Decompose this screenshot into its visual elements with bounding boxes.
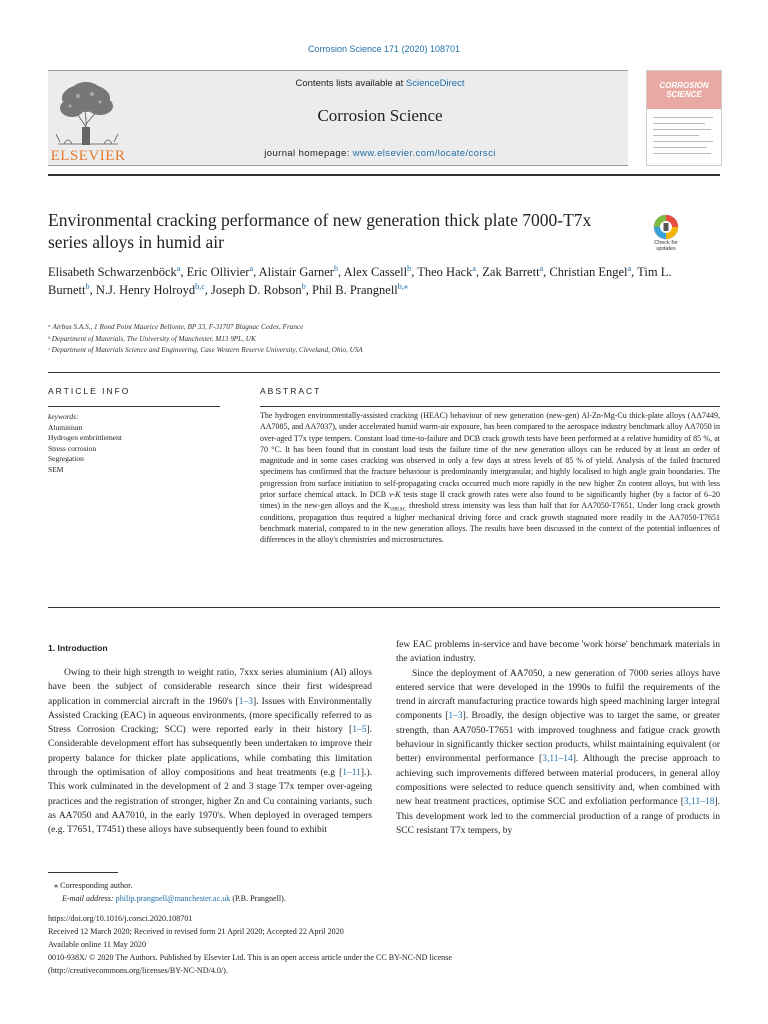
author-name[interactable]: Tim L. Burnett — [48, 265, 672, 297]
intro-paragraph: Owing to their high strength to weight ratio, 7xxx series aluminium (Al) alloys have been the subject of considerable research since their first widespread application in commercial aircraft in the 1960's [1–3]. Issues with Environmentally Assisted Cracking (EAC) in aqueous environments, (more specifically referred to as Stress Corrosion Cracking; SCC) were reported early in their history [1–5]. Considerable development effort has subsequently been undertaken to improve their property balance for thicker plate applications, while combating this limitation through the optimisation of alloy compositions and heat treatments (e.g [1–11].). This work culminated in the development of 2 and 3 stage T7x temper over-ageing practices and the registration of stronger, higher Zn and Cu containing variants, such as AA7050 and AA7010, in the early 1970's. When deployed in overaged tempers (e.g. T7651, T7451) these alloys have subsequently been found to exhibit — [48, 668, 372, 836]
journal-title: Corrosion Science — [317, 106, 443, 125]
author-name[interactable]: Elisabeth Schwarzenböck — [48, 265, 177, 279]
keyword: Segregation — [48, 454, 84, 463]
author-name[interactable]: Alistair Garner — [258, 265, 334, 279]
homepage-prefix: journal homepage: — [264, 148, 353, 159]
author-affiliation-marker[interactable]: a — [627, 263, 632, 273]
author-name[interactable]: Eric Ollivier — [186, 265, 250, 279]
author-affiliation-marker[interactable]: b,c — [195, 281, 205, 291]
journal-cover-thumbnail[interactable] — [646, 70, 722, 166]
affiliation-b: ᵇ Department of Materials, The University of Manchester, M13 9PL, UK — [48, 334, 256, 343]
author-affiliation-marker[interactable]: a — [539, 263, 544, 273]
crossmark-label: Check for updates — [654, 240, 678, 252]
author-affiliation-marker[interactable]: a — [176, 263, 181, 273]
info-rule — [48, 372, 720, 373]
keyword: SEM — [48, 464, 64, 474]
author-affiliation-marker[interactable]: a — [249, 263, 254, 273]
email-label: E-mail address: — [62, 894, 116, 903]
keyword: Hydrogen embrittlement — [48, 433, 122, 442]
author-affiliation-marker[interactable]: b — [407, 263, 412, 273]
article-info-rule — [48, 406, 220, 407]
license-url[interactable]: (http://creativecommons.org/licenses/BY-NC-ND/4.0/). — [48, 966, 228, 975]
journal-homepage-link[interactable]: www.elsevier.com/locate/corsci — [352, 148, 496, 159]
received-dates: Received 12 March 2020; Received in revised form 21 April 2020; Accepted 22 April 2020 — [48, 927, 344, 936]
corresponding-author-note: ⁎ Corresponding author. — [54, 881, 133, 890]
citation-link[interactable]: 1–3 — [448, 711, 463, 722]
author-affiliation-marker[interactable]: b,⁎ — [397, 281, 408, 291]
keywords-label: keywords: — [48, 412, 79, 421]
intro-paragraph: Since the deployment of AA7050, a new generation of 7000 series alloys have entered service that were developed in the 1990s to fulfil the requirements of the trend in aircraft manufacturing practice towards high speed machining larger integral components [1–3]. Broadly, the design objective was to target the same, or greater strength, than AA7050-T7651 with improved toughness and fatigue crack growth behaviour in significantly thicker section products, whilst maintaining equivalent (or better) environmental performance [3,11–14]. Although the precise approach to achieving such improvements differed between material producers, in general alloy compositions were selected to reduce quench sensitivity and, when combined with new heat treatment practices, optimise SCC and exfoliation performance [3,11–18]. This development work led to the commercial production of a range of products in SCC resistant T7x tempers, by — [396, 668, 720, 836]
available-online: Available online 11 May 2020 — [48, 940, 147, 949]
author-name[interactable]: Joseph D. Robson — [211, 282, 302, 297]
contents-prefix: Contents lists available at — [295, 78, 406, 89]
sciencedirect-link[interactable]: ScienceDirect — [405, 78, 465, 89]
journal-homepage-line — [140, 148, 620, 159]
intro-paragraph-continued: few EAC problems in-service and have become 'work horse' benchmark materials in the aviation industry. — [396, 640, 720, 665]
intro-left-column — [48, 666, 372, 838]
section-heading-introduction: 1. Introduction — [48, 643, 108, 653]
author-name[interactable]: Christian Engel — [549, 265, 628, 279]
author-name[interactable]: Phil B. Prangnell — [312, 282, 398, 297]
affiliation-a: ᵃ Airbus S.A.S., 1 Rond Point Maurice Bellonte, BP 33, F-31707 Blagnac Cedex, France — [48, 323, 304, 331]
keyword: Stress corrosion — [48, 443, 97, 453]
article-info-label: ARTICLE INFO — [48, 386, 131, 396]
cover-title: CORROSION SCIENCE — [659, 81, 709, 99]
paper-title: Environmental cracking performance of new generation thick plate 7000-T7x series alloys in humid air — [48, 210, 592, 252]
affiliation-c: ᶜ Department of Materials Science and Engineering, Case Western Reserve University, Cleveland, Ohio, USA — [48, 346, 363, 354]
author-affiliation-marker[interactable]: a — [472, 263, 477, 273]
check-for-updates-badge[interactable] — [645, 212, 687, 254]
abstract-end-rule — [48, 607, 720, 608]
email-link[interactable]: philip.prangnell@manchester.ac.uk — [115, 894, 231, 903]
journal-reference[interactable]: Corrosion Science 171 (2020) 108701 — [307, 44, 461, 54]
author-name[interactable]: Alex Cassell — [343, 265, 408, 279]
email-note: E-mail address: philip.prangnell@manchester.ac.uk (P.B. Prangnell). — [62, 894, 286, 903]
doi-link[interactable]: https://doi.org/10.1016/j.corsci.2020.108701 — [48, 914, 193, 923]
contents-line — [140, 78, 620, 89]
author-name[interactable]: Theo Hack — [417, 265, 473, 279]
abstract-label: ABSTRACT — [260, 386, 322, 396]
citation-link[interactable]: 3,11–14 — [542, 754, 573, 765]
author-name[interactable]: Zak Barrett — [482, 265, 540, 279]
citation-link[interactable]: 1–11 — [342, 768, 361, 779]
affiliations — [48, 322, 678, 357]
footnote-rule — [48, 872, 118, 873]
author-name[interactable]: N.J. Henry Holroyd — [95, 282, 196, 297]
author-affiliation-marker[interactable]: b — [301, 281, 306, 291]
intro-right-column — [396, 638, 720, 838]
copyright-notice: 0010-938X/ © 2020 The Authors. Published by Elsevier Ltd. This is an open access article under the CC BY-NC-ND license — [48, 953, 452, 962]
author-affiliation-marker[interactable]: b — [85, 281, 90, 291]
citation-link[interactable]: 1–5 — [352, 725, 367, 736]
keywords-block — [48, 412, 218, 475]
elsevier-wordmark: ELSEVIER — [50, 148, 126, 164]
abstract-rule — [260, 406, 720, 407]
author-affiliation-marker[interactable]: b — [333, 263, 339, 273]
citation-link[interactable]: 1–3 — [238, 696, 253, 707]
keyword: Aluminium — [48, 422, 83, 432]
author-list: Elisabeth Schwarzenböck$^a$, Eric Ollivier$^a$, Alistair Garner$^b$, Alex Cassell$^b$, Theo Hack$^a$, Zak Barrett$^a$, Christian Engel$^a$, Tim L. Burnett$^b$, N.J. Henry Holroyd$^{b,c}$, Joseph D. Robson$^b$, Phil B. Prangnell$^{b,⁎}$ — [48, 263, 672, 297]
abstract-text: The hydrogen environmentally-assisted cracking (HEAC) behaviour of new generation (new-gen) Al-Zn-Mg-Cu thick-plate alloys (AA7449, AA7085, and AA7037), under accelerated humid warm-air exposure, has been compared to the aerospace industry benchmark alloy AA7050 in over-aged T7x type tempers. Constant load time-to-failure and DCB crack growth tests have been performed at a relative humidity of 85 %, at 70 °C. It has been found that in constant load tests the failure time of the new generation alloys can be reduced by at least an order of magnitude and in some cases cracking was observed in only a few days at stress levels of 85 % of yield. Analysis of the failed fractured specimens has confirmed that the fracture behaviour is predominantly intergranular, and highly localised to high angle grain boundaries. The progression from surface initiation to self-propagating cracks occurred much more rapidly in the new higher Zn content alloys, but with less prior surface chemical attack. In DCB v-K tests stage II crack growth rates were also found to be significantly higher (by a factor of 6–20 times) in the new-gen alloys and the $K_{1HEAC}$ threshold stress intensity was less than half that for AA7050-T7651. Under long crack growth conditions, propagation thus required a higher mechanical driving force and crack growth stagnated more readily in the AA7050-T7651 benchmark material, compared to in the new generation alloys. The results have been discussed in the context of the potential influences of differences in the alloy's chemistries and microstructures. — [260, 411, 720, 545]
citation-link[interactable]: 3,11–18 — [683, 797, 715, 808]
header-rule — [48, 174, 720, 176]
